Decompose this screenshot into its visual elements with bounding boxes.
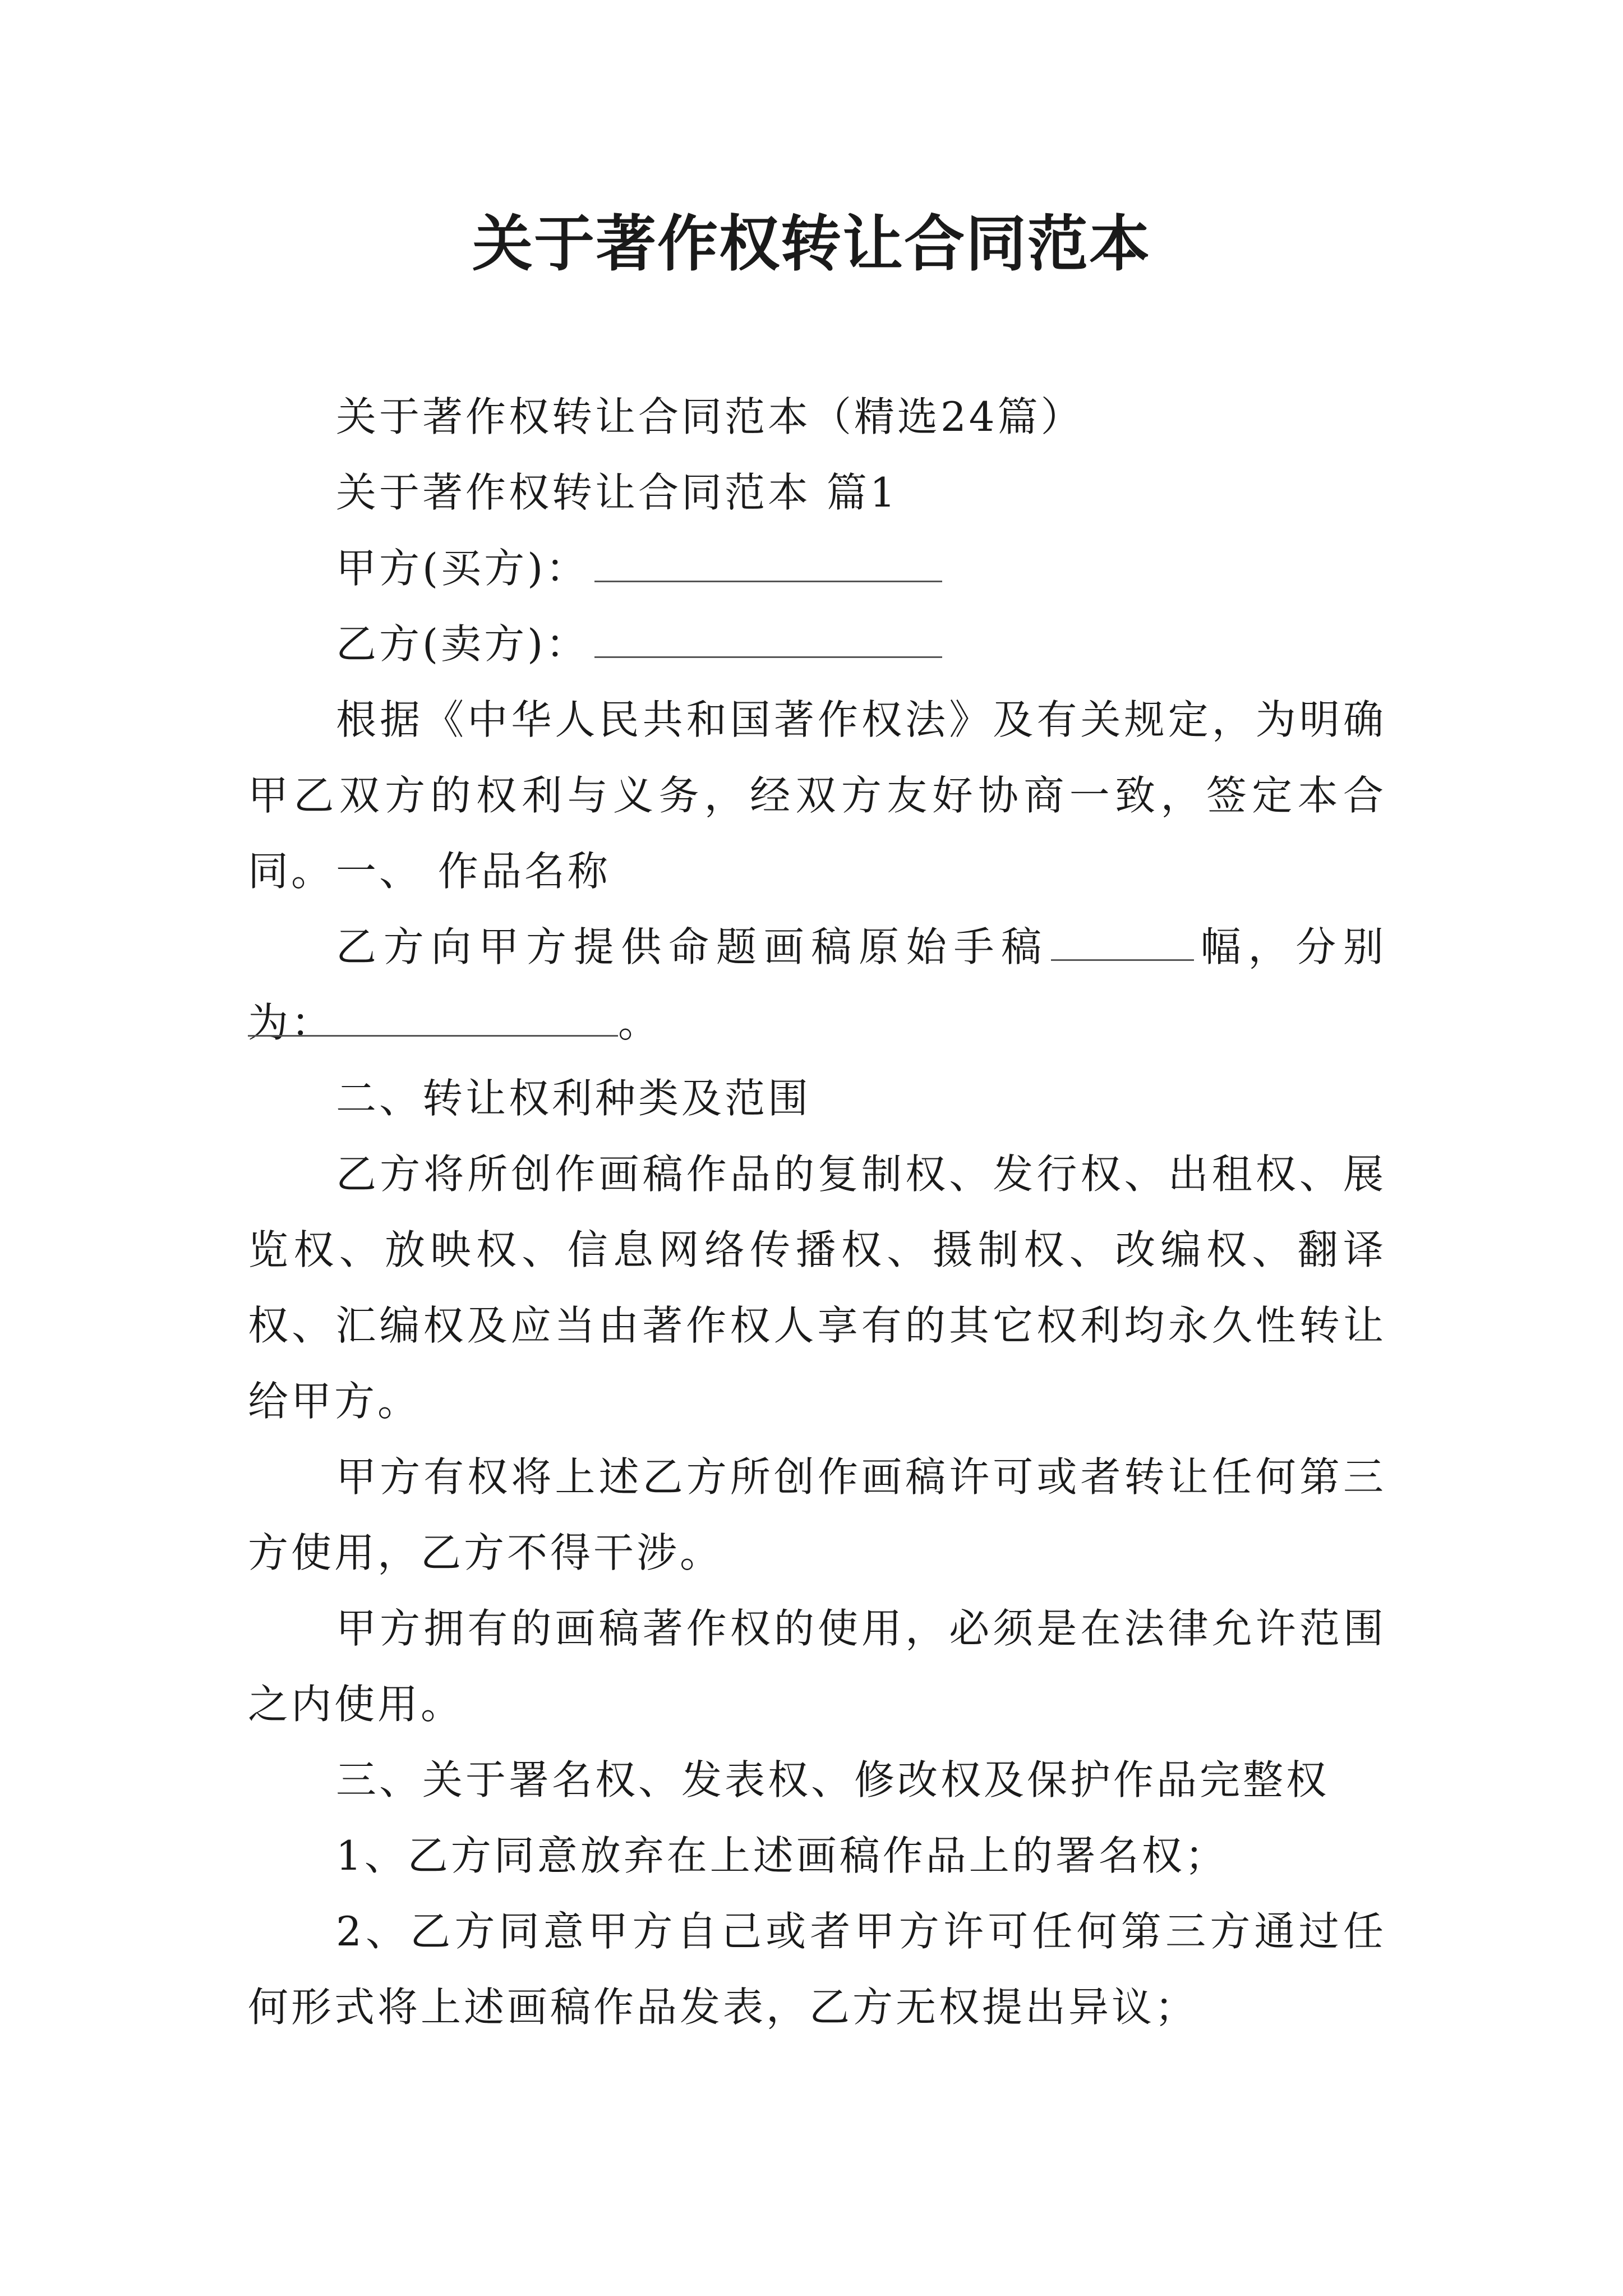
- party-a-label: 甲方(买方)：: [336, 545, 589, 592]
- section2-p3-block: [248, 1591, 1386, 1742]
- party-b-label: 乙方(卖方)：: [336, 620, 589, 668]
- section1-list-line: [248, 985, 1386, 1061]
- section3-item-2: 2、乙方同意甲方自己或者甲方许可任何第三方通过任何形式将上述画稿作品发表，乙方无权提出异议；: [248, 1908, 1386, 2031]
- party-a-blank: [594, 558, 942, 582]
- section2-paragraph-2: 甲方有权将上述乙方所创作画稿许可或者转让任何第三方使用，乙方不得干涉。: [248, 1453, 1386, 1576]
- article-heading: 关于著作权转让合同范本 篇1: [336, 469, 898, 516]
- section3-heading-block: [248, 1742, 1386, 1818]
- section1-end: 。: [618, 999, 662, 1046]
- body-subtitle-block: [248, 379, 1386, 455]
- section1-heading-block: [248, 834, 1386, 909]
- section2-heading-block: [248, 1061, 1386, 1137]
- section3-item2-block: [248, 1894, 1386, 2045]
- article-heading-block: [248, 455, 1386, 531]
- section3-item-1: 1、乙方同意放弃在上述画稿作品上的署名权；: [336, 1832, 1228, 1879]
- party-b-blank: [594, 634, 942, 658]
- section1-text-before: 乙方向甲方提供命题画稿原始手稿: [336, 923, 1049, 970]
- section2-paragraph-1: 乙方将所创作画稿作品的复制权、发行权、出租权、展览权、放映权、信息网络传播权、摄制权、改编权、翻译权、汇编权及应当由著作权人享有的其它权利均永久性转让给甲方。: [248, 1151, 1386, 1425]
- party-b-block: [248, 606, 1386, 682]
- list-blank: [248, 1013, 618, 1037]
- section3-heading: 三、关于署名权、发表权、修改权及保护作品完整权: [336, 1756, 1330, 1803]
- section3-item1-block: [248, 1818, 1386, 1894]
- document-title: 关于著作权转让合同范本: [472, 209, 1151, 279]
- section2-p1-block: [248, 1137, 1386, 1439]
- party-a-block: [248, 531, 1386, 606]
- subtitle: 关于著作权转让合同范本（精选24篇）: [336, 393, 1084, 440]
- section1-text-after: 幅，分别为：: [248, 923, 1386, 1046]
- intro-paragraph: 根据《中华人民共和国著作权法》及有关规定，为明确甲乙双方的权利与义务，经双方友好协商一致，签定本合同。: [248, 696, 1386, 895]
- section2-heading: 二、转让权利种类及范围: [336, 1075, 811, 1122]
- count-blank: [1051, 937, 1194, 961]
- section1-list-block: [248, 985, 1386, 1061]
- section2-paragraph-3: 甲方拥有的画稿著作权的使用，必须是在法律允许范围之内使用。: [248, 1605, 1386, 1728]
- section2-p2-block: [248, 1439, 1386, 1591]
- party-b-line: [248, 606, 1386, 682]
- party-a-line: [248, 531, 1386, 606]
- section1-heading: 一、 作品名称: [336, 848, 611, 895]
